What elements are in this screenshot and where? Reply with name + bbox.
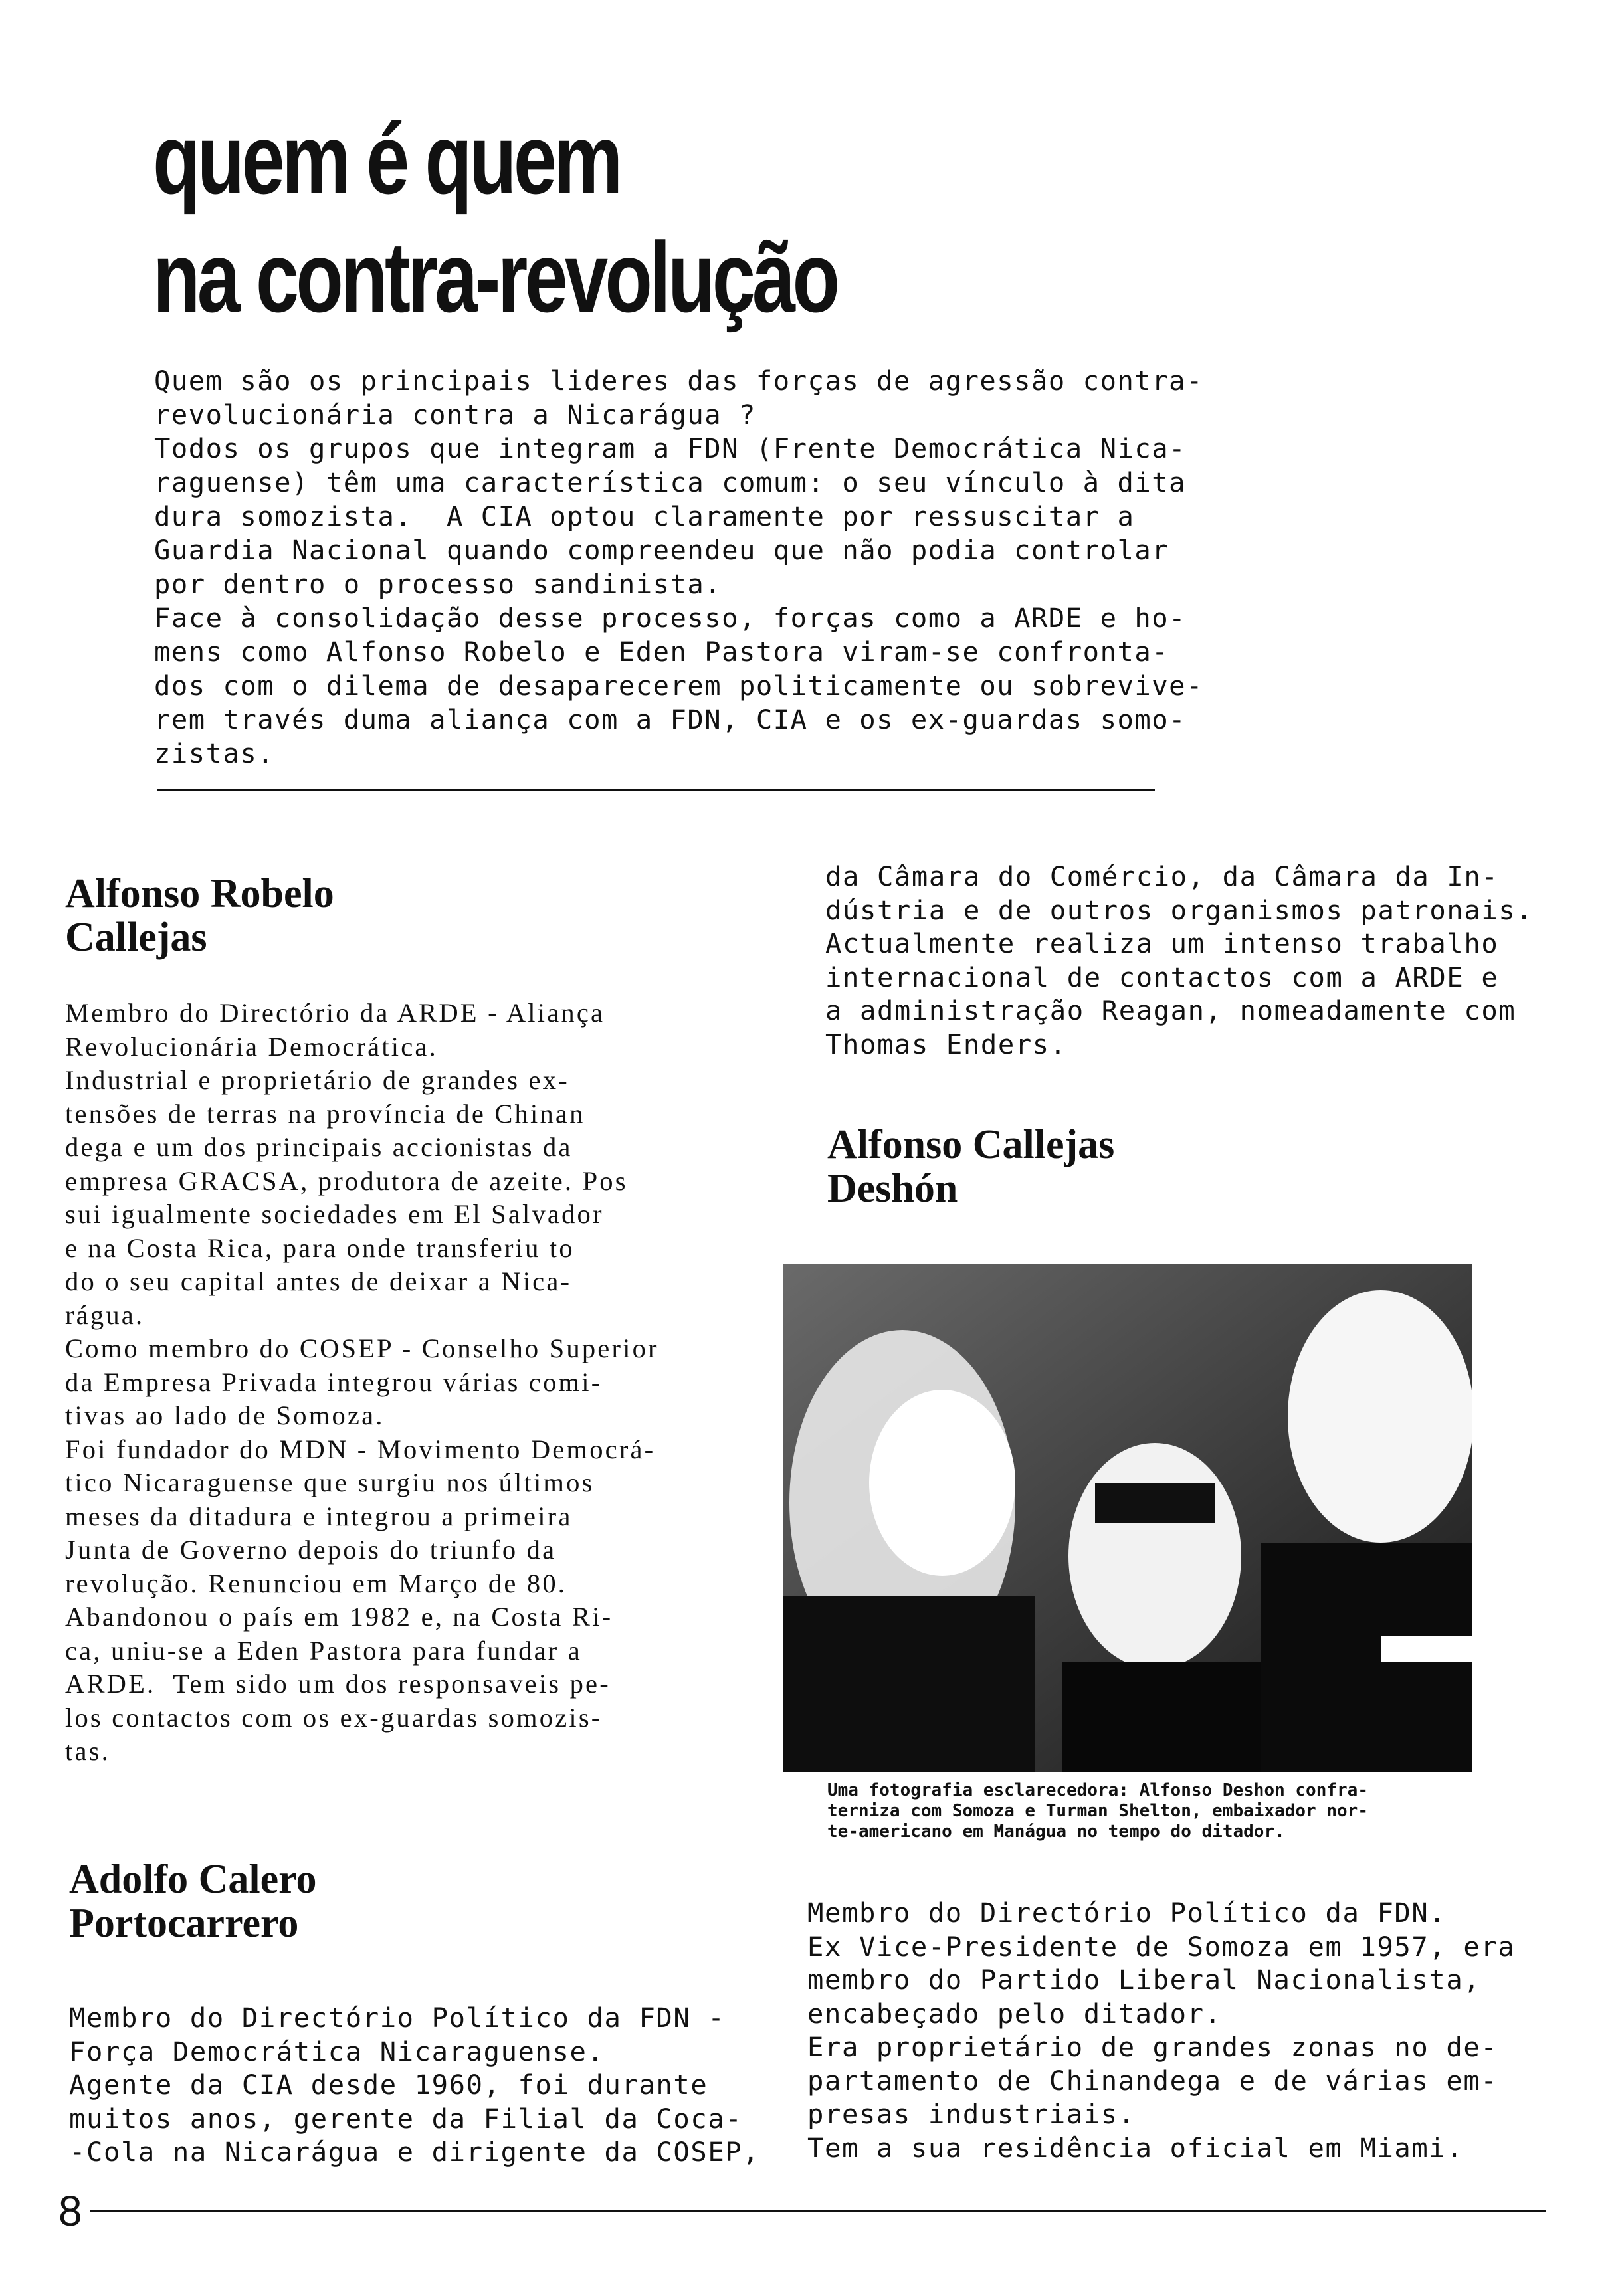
heading-deshon-line-1: Alfonso Callejas [827, 1122, 1115, 1167]
heading-calero-line-2: Portocarrero [69, 1901, 299, 1946]
intro-paragraph: Quem são os principais lideres das forças de agressão contra- revolucionária contra a Nicarágua ? Todos os grupos que integram a FDN (Frente Democrática Nica- raguense) têm uma característica comum: o seu vínculo à dita dura somozista. A CIA optou claramente por ressuscitar a Guardia Nacional quando compreendeu que não podia controlar por dentro o processo sandinista. Face à consolidação desse processo, forças como a ARDE e ho- mens como Alfonso Robelo e Eden Pastora viram-se confronta- dos com o dilema de desaparecerem politicamente ou sobrevive- rem través duma aliança com a FDN, CIA e os ex-guardas somo- zistas. [154, 365, 1203, 769]
heading-calero-line-1: Adolfo Calero [69, 1857, 317, 1902]
heading-deshon-line-2: Deshón [827, 1166, 958, 1211]
page-title [153, 100, 982, 336]
footer-rule [90, 2210, 1546, 2212]
calero-body: Membro do Directório Político da FDN - Força Democrática Nicaraguense. Agente da CIA desde 1960, foi durante muitos anos, gerente da Filial da Coca- -Cola na Nicarágua e dirigente da COSEP, [69, 2002, 760, 2168]
photo-deshon-somoza-shelton [783, 1264, 1472, 1772]
heading-deshon [827, 1123, 1114, 1210]
title-line-2: na contra-revolução [153, 221, 837, 333]
calero-continuation: da Câmara do Comércio, da Câmara da In- dústria e de outros organismos patronais. Actualmente realiza um intenso trabalho internacional de contactos com a ARDE e a administração Reagan, nomeadamente com Thomas Enders. [825, 860, 1534, 1060]
robelo-body: Membro do Directório da ARDE - Aliança Revolucionária Democrática. Industrial e proprietário de grandes ex- tensões de terras na província de Chinan dega e um dos principais accionistas da empresa GRACSA, produtora de azeite. Pos sui igualmente sociedades em El Salvador e na Costa Rica, para onde transferiu to do o seu capital antes de deixar a Nica- rágua. Como membro do COSEP - Conselho Superior da Empresa Privada integrou várias comi- tivas ao lado de Somoza. Foi fundador do MDN - Movimento Democrá- tico Nicaraguense que surgiu nos últimos meses da ditadura e integrou a primeira Junta de Governo depois do triunfo da revolução. Renunciou em Março de 80. Abandonou o país em 1982 e, na Costa Ri- ca, uniu-se a Eden Pastora para fundar a ARDE. Tem sido um dos responsaveis pe- los contactos com os ex-guardas somozis- tas. [65, 998, 659, 1766]
heading-robelo [65, 872, 334, 959]
heading-robelo-line-1: Alfonso Robelo [65, 871, 334, 916]
page-number: 8 [58, 2187, 82, 2235]
intro-divider [157, 789, 1155, 791]
title-line-1: quem é quem [153, 103, 620, 215]
photo-illustration [783, 1264, 1472, 1772]
heading-robelo-line-2: Callejas [65, 915, 207, 960]
photo-caption: Uma fotografia esclarecedora: Alfonso Deshon confra- terniza com Somoza e Turman Shelton, embaixador nor- te-americano em Manágua no tempo do ditador. [827, 1780, 1368, 1842]
deshon-body: Membro do Directório Político da FDN. Ex Vice-Presidente de Somoza em 1957, era membro do Partido Liberal Nacionalista, encabeçado pelo ditador. Era proprietário de grandes zonas no de- partamento de Chinandega e de várias em- presas industriais. Tem a sua residência oficial em Miami. [807, 1897, 1516, 2164]
heading-calero [69, 1858, 317, 1945]
